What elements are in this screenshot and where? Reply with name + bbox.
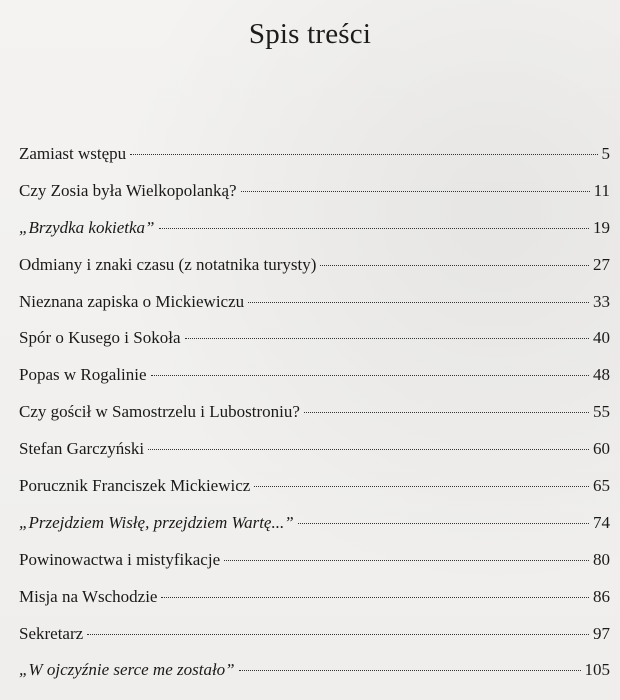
toc-entry-title: Stefan Garczyński [19,439,145,459]
toc-entry-title: Nieznana zapiska o Mickiewiczu [19,291,245,311]
toc-entry [19,327,610,364]
dot-leader [320,265,589,266]
toc-entry-title: Czy gościł w Samostrzelu i Lubostroniu? [19,402,300,422]
toc-entry-title: Powinowactwa i mistyfikacje [19,549,221,569]
dot-leader [298,523,589,524]
toc-entry-page-number: 105 [584,660,610,680]
toc-entry-page-number: 5 [601,144,610,163]
table-of-contents [19,143,610,696]
toc-entry-title: Odmiany i znaki czasu (z notatnika turysty) [19,254,317,274]
toc-entry-page-number: 11 [593,180,610,200]
toc-entry-title: Misja na Wschodzie [19,586,158,606]
dot-leader [239,670,581,671]
toc-entry [19,549,610,586]
toc-entry-page-number: 19 [593,217,610,237]
toc-entry-page-number: 40 [593,328,610,348]
toc-entry-page-number: 74 [593,512,610,532]
dot-leader [161,597,589,598]
toc-entry-title: Czy Zosia była Wielkopolanką? [19,180,237,200]
dot-leader [185,338,590,339]
toc-entry-title: Porucznik Franciszek Mickiewicz [19,476,251,496]
toc-entry [19,475,610,512]
toc-entry-page-number: 86 [593,586,610,606]
toc-entry-title: Popas w Rogalinie [19,365,147,385]
page-title: Spis treści [248,18,372,50]
toc-entry-title: Spór o Kusego i Sokoła [19,328,181,348]
toc-entry-page-number: 55 [593,402,610,422]
toc-entry-page-number: 65 [593,476,610,496]
toc-entry-page-number: 80 [593,549,610,569]
toc-entry [19,623,610,660]
dot-leader [224,560,589,561]
toc-entry-page-number: 33 [593,291,610,311]
toc-entry-title: „Brzydka kokietka” [19,217,155,237]
toc-entry [19,512,610,549]
dot-leader [159,228,590,229]
toc-entry [19,438,610,475]
toc-entry-title: „W ojczyźnie serce me zostało” [19,660,235,680]
toc-entry-title: Zamiast wstępu [19,144,127,163]
dot-leader [241,191,590,192]
toc-entry [19,401,610,438]
toc-entry [19,217,610,254]
toc-entry [19,659,610,696]
toc-entry [19,254,610,291]
toc-entry-page-number: 48 [593,365,610,385]
toc-entry [19,180,610,217]
toc-entry-page-number: 27 [593,254,610,274]
toc-entry-title: Sekretarz [19,623,84,643]
toc-entry-page-number: 60 [593,439,610,459]
toc-entry [19,586,610,623]
toc-entry-page-number: 97 [593,623,610,643]
dot-leader [87,634,589,635]
dot-leader [151,375,590,376]
dot-leader [248,302,589,303]
toc-entry-title: „Przejdziem Wisłę, przejdziem Wartę...” [19,512,294,532]
dot-leader [130,154,597,155]
toc-entry [19,364,610,401]
toc-entry [19,291,610,328]
dot-leader [148,449,589,450]
dot-leader [254,486,589,487]
dot-leader [304,412,589,413]
toc-entry [19,143,610,180]
